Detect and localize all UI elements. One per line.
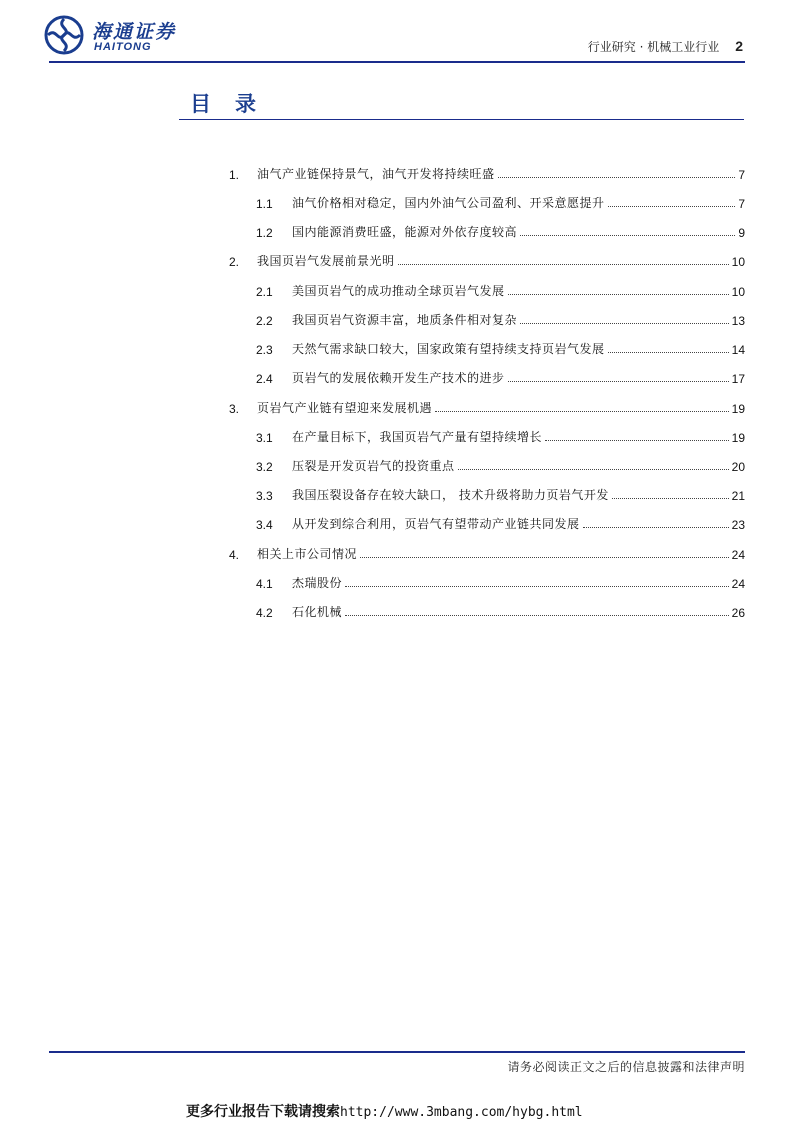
toc-page: 14 [731, 343, 745, 357]
toc-entry[interactable] [256, 368, 745, 386]
haitong-logo [44, 15, 274, 59]
toc-text: 从开发到综合利用，页岩气有望带动产业链共同发展 [292, 517, 580, 531]
running-header [588, 38, 743, 55]
toc-number: 3.2 [256, 460, 273, 474]
leader-dots [520, 235, 735, 236]
report-url[interactable]: http://www.3mbang.com/hybg.html [340, 1105, 583, 1120]
toc-page: 9 [738, 226, 745, 240]
toc-entry[interactable] [256, 602, 745, 620]
toc-number: 4.1 [256, 577, 273, 591]
toc-entry[interactable] [256, 281, 745, 299]
footer-divider [49, 1051, 745, 1053]
leader-dots [345, 615, 729, 616]
toc-text: 压裂是开发页岩气的投资重点 [292, 459, 455, 473]
toc-number: 2.1 [256, 285, 273, 299]
leader-dots [520, 323, 729, 324]
toc-text: 国内能源消费旺盛，能源对外依存度较高 [292, 225, 518, 239]
toc-entry[interactable] [256, 573, 745, 591]
leader-dots [508, 294, 729, 295]
toc-text: 我国页岩气发展前景光明 [257, 254, 395, 268]
toc-page: 7 [738, 197, 745, 211]
toc-entry[interactable] [229, 251, 745, 269]
toc-text: 油气价格相对稳定，国内外油气公司盈利、开采意愿提升 [292, 196, 605, 210]
leader-dots [608, 206, 736, 207]
toc-entry[interactable] [256, 339, 745, 357]
toc-number: 2.4 [256, 372, 273, 386]
title-divider [179, 119, 744, 120]
toc-number: 4.2 [256, 606, 273, 620]
toc-entry[interactable] [256, 485, 745, 503]
leader-dots [583, 527, 729, 528]
leader-dots [435, 411, 729, 412]
toc-number: 4. [229, 548, 240, 562]
toc-entry[interactable] [256, 193, 745, 211]
toc-text: 我国页岩气资源丰富，地质条件相对复杂 [292, 313, 518, 327]
toc-entry[interactable] [256, 456, 745, 474]
leader-dots [612, 498, 729, 499]
toc-entry[interactable] [256, 310, 745, 328]
toc-text: 相关上市公司情况 [257, 547, 358, 561]
toc-number: 3.4 [256, 518, 273, 532]
toc-entry[interactable] [229, 398, 745, 416]
toc-entry[interactable] [256, 427, 745, 445]
toc-text: 石化机械 [292, 605, 343, 619]
toc-entry[interactable] [229, 164, 745, 182]
more-reports-link[interactable] [186, 1101, 583, 1121]
toc-entry[interactable] [256, 222, 745, 240]
toc-title: 目录 [190, 92, 280, 116]
leader-dots [360, 557, 729, 558]
toc-page: 20 [731, 460, 745, 474]
toc-number: 3.1 [256, 431, 273, 445]
header-divider [49, 61, 745, 63]
leader-dots [458, 469, 729, 470]
toc-text: 杰瑞股份 [292, 576, 343, 590]
toc-page: 21 [731, 489, 745, 503]
toc-text: 美国页岩气的成功推动全球页岩气发展 [292, 284, 505, 298]
toc-number: 3.3 [256, 489, 273, 503]
leader-dots [398, 264, 729, 265]
leader-dots [498, 177, 736, 178]
leader-dots [608, 352, 729, 353]
toc-page: 10 [731, 255, 745, 269]
toc-page: 19 [731, 431, 745, 445]
toc-number: 1.2 [256, 226, 273, 240]
toc-number: 2.3 [256, 343, 273, 357]
haitong-logo-icon [44, 15, 84, 55]
disclaimer-note: 请务必阅读正文之后的信息披露和法律声明 [507, 1060, 745, 1074]
toc-entry[interactable] [256, 514, 745, 532]
toc-page: 13 [731, 314, 745, 328]
toc-number: 1. [229, 168, 240, 182]
toc-entry[interactable] [229, 544, 745, 562]
toc-text: 页岩气产业链有望迎来发展机遇 [257, 401, 433, 415]
brand-name-cn: 海通证券 [92, 21, 177, 43]
leader-dots [508, 381, 729, 382]
toc-page: 23 [731, 518, 745, 532]
toc-text: 我国压裂设备存在较大缺口， 技术升级将助力页岩气开发 [292, 488, 609, 502]
leader-dots [545, 440, 729, 441]
leader-dots [345, 586, 729, 587]
toc-number: 2. [229, 255, 240, 269]
toc-page: 19 [731, 402, 745, 416]
toc-page: 24 [731, 577, 745, 591]
toc-text: 天然气需求缺口较大，国家政策有望持续支持页岩气发展 [292, 342, 605, 356]
section-label: 行业研究 · 机械工业行业 [587, 40, 720, 54]
toc-text: 油气产业链保持景气，油气开发将持续旺盛 [257, 167, 495, 181]
toc-number: 1.1 [256, 197, 273, 211]
toc-page: 26 [731, 606, 745, 620]
toc-page: 7 [738, 168, 745, 182]
more-reports-label: 更多行业报告下载请搜索 [186, 1104, 340, 1120]
brand-name-en: HAITONG [94, 41, 152, 53]
toc-page: 17 [731, 372, 745, 386]
page-number: 2 [735, 38, 743, 54]
toc-text: 页岩气的发展依赖开发生产技术的进步 [292, 371, 505, 385]
toc-number: 2.2 [256, 314, 273, 328]
toc-number: 3. [229, 402, 240, 416]
toc-page: 10 [731, 285, 745, 299]
toc-text: 在产量目标下，我国页岩气产量有望持续增长 [292, 430, 543, 444]
toc-page: 24 [731, 548, 745, 562]
